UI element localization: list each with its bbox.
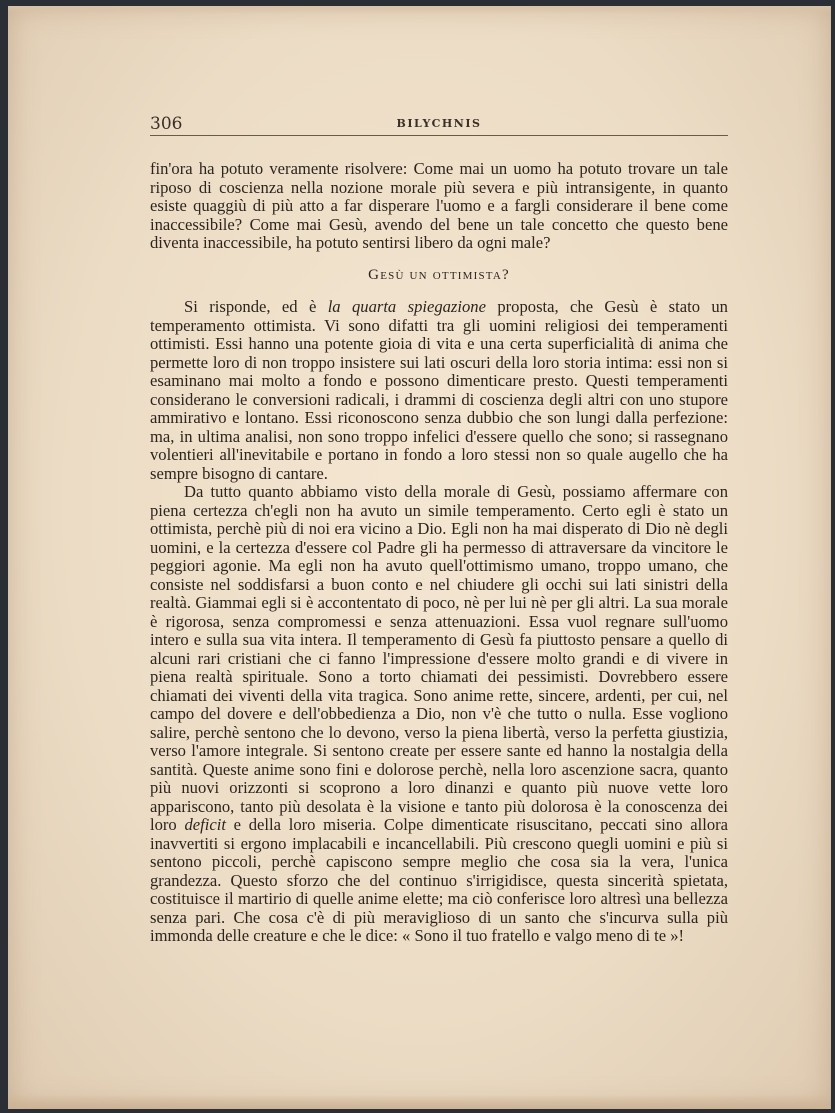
paragraph-text: Si risponde, ed è bbox=[184, 297, 328, 316]
running-head: BILYCHNIS bbox=[396, 117, 482, 130]
paragraph-temperamento bbox=[150, 483, 728, 946]
italic-phrase: la quarta spiegazione bbox=[327, 297, 486, 316]
paragraph-text: e della loro miseria. Colpe dimenticate risuscitano, peccati sino allora inavvertiti si ergono implacabili e incancellabili. Più crescono quegli uomini e più si sentono piccoli, perchè capiscono sempre meglio che cosa sia la vera, l'unica grandezza. Questo sforzo che del continuo s'irrigidisce, questa sincerità spietata, costituisce il martirio di quelle anime elette; ma ciò conferisce loro altresì una bellezza senza pari. Che cosa c'è di più meraviglioso di un santo che s'incurva sulla più immonda delle creature e che le dice: « Sono il tuo fratello e valgo meno di te »! bbox=[150, 815, 729, 945]
paragraph-text: Da tutto quanto abbiamo visto della morale di Gesù, possiamo affermare con piena certezza ch'egli non ha avuto un simile temperamento. Certo egli è stato un ottimista, perchè più di noi era vicino a Dio. Egli non ha mai disperato di Dio nè degli uomini, e la certezza d'essere col Padre gli ha permesso di attraversare da vincitore le peggiori agonie. Ma egli non ha avuto quell'ottimismo umano, troppo umano, che consiste nel soddisfarsi a buon conto e nel chiudere gli occhi sui lati sinistri della realtà. Giammai egli si è accontentato di poco, nè per lui nè per gli altri. La sua morale è rigorosa, senza compromessi e senza attenuazioni. Essa vuol regnare sull'uomo intero e sulla sua vita intera. Il temperamento di Gesù fa piuttosto pensare a quello di alcuni rari cristiani che ci fanno l'impressione d'essere molto grandi e di vivere in piena realtà spirituale. Sono a torto chiamati dei pessimisti. Dovrebbero essere chiamati dei viventi della vita tragica. Sono anime rette, sincere, ardenti, per cui, nel campo del dovere e dell'obbedienza a Dio, non v'è che tutto o nulla. Esse vogliono salire, perchè sentono che lo devono, verso la piena libertà, verso la perfetta giustizia, verso l'amore integrale. Si sentono create per essere sante ed hanno la nostalgia della santità. Queste anime sono fini e dolorose perchè, nella loro ascenzione sacra, quanto più nuovi orizzonti si scoprono a loro dinanzi e quanto più nuove vette loro appariscono, tanto più desolata è la visione e tanto più dolorosa è la conoscenza dei loro bbox=[150, 482, 728, 834]
page-number: 306 bbox=[150, 114, 183, 134]
intro-paragraph: fin'ora ha potuto veramente risolvere: Come mai un uomo ha potuto trovare un tale riposo di coscienza nella nozione morale più severa e più intransigente, in quanto esiste quaggiù di più atto a far disperare l'uomo e a fargli considerare il bene come inaccessibile? Come mai Gesù, avendo del bene un tale concetto che questo bene diventa inaccessibile, ha potuto sentirsi libero da ogni male? bbox=[150, 159, 728, 252]
header-rule bbox=[150, 135, 728, 136]
paragraph-quarta-spiegazione bbox=[150, 298, 728, 483]
page-top-edge bbox=[8, 6, 831, 14]
intro-paragraph-block bbox=[150, 160, 728, 253]
main-text-block bbox=[150, 298, 728, 946]
section-heading: Gesù un ottimista? bbox=[368, 267, 510, 283]
page-bottom-edge bbox=[8, 1095, 831, 1109]
paragraph-text: proposta, che Gesù è stato un temperamento ottimista. Vi sono difatti tra gli uomini religiosi dei temperamenti ottimisti. Essi hanno una potente gioia di vita e una certa superficialità di anima che permette loro di non troppo insistere sui lati oscuri della loro storia intima: essi non si esaminano mai molto a fondo e possono dimenticare presto. Questi temperamenti considerano le conversioni radicali, i drammi di coscienza degli altri con uno stupore ammirativo e lontano. Essi riconoscono senza dubbio che son lungi dalla perfezione: ma, in ultima analisi, non sono troppo infelici d'essere quello che sono; si rassegnano volentieri all'inevitabile e portano in fondo a loro stessi non so quale augello che ha sempre bisogno di cantare. bbox=[150, 297, 728, 483]
italic-word: deficit bbox=[184, 815, 226, 834]
